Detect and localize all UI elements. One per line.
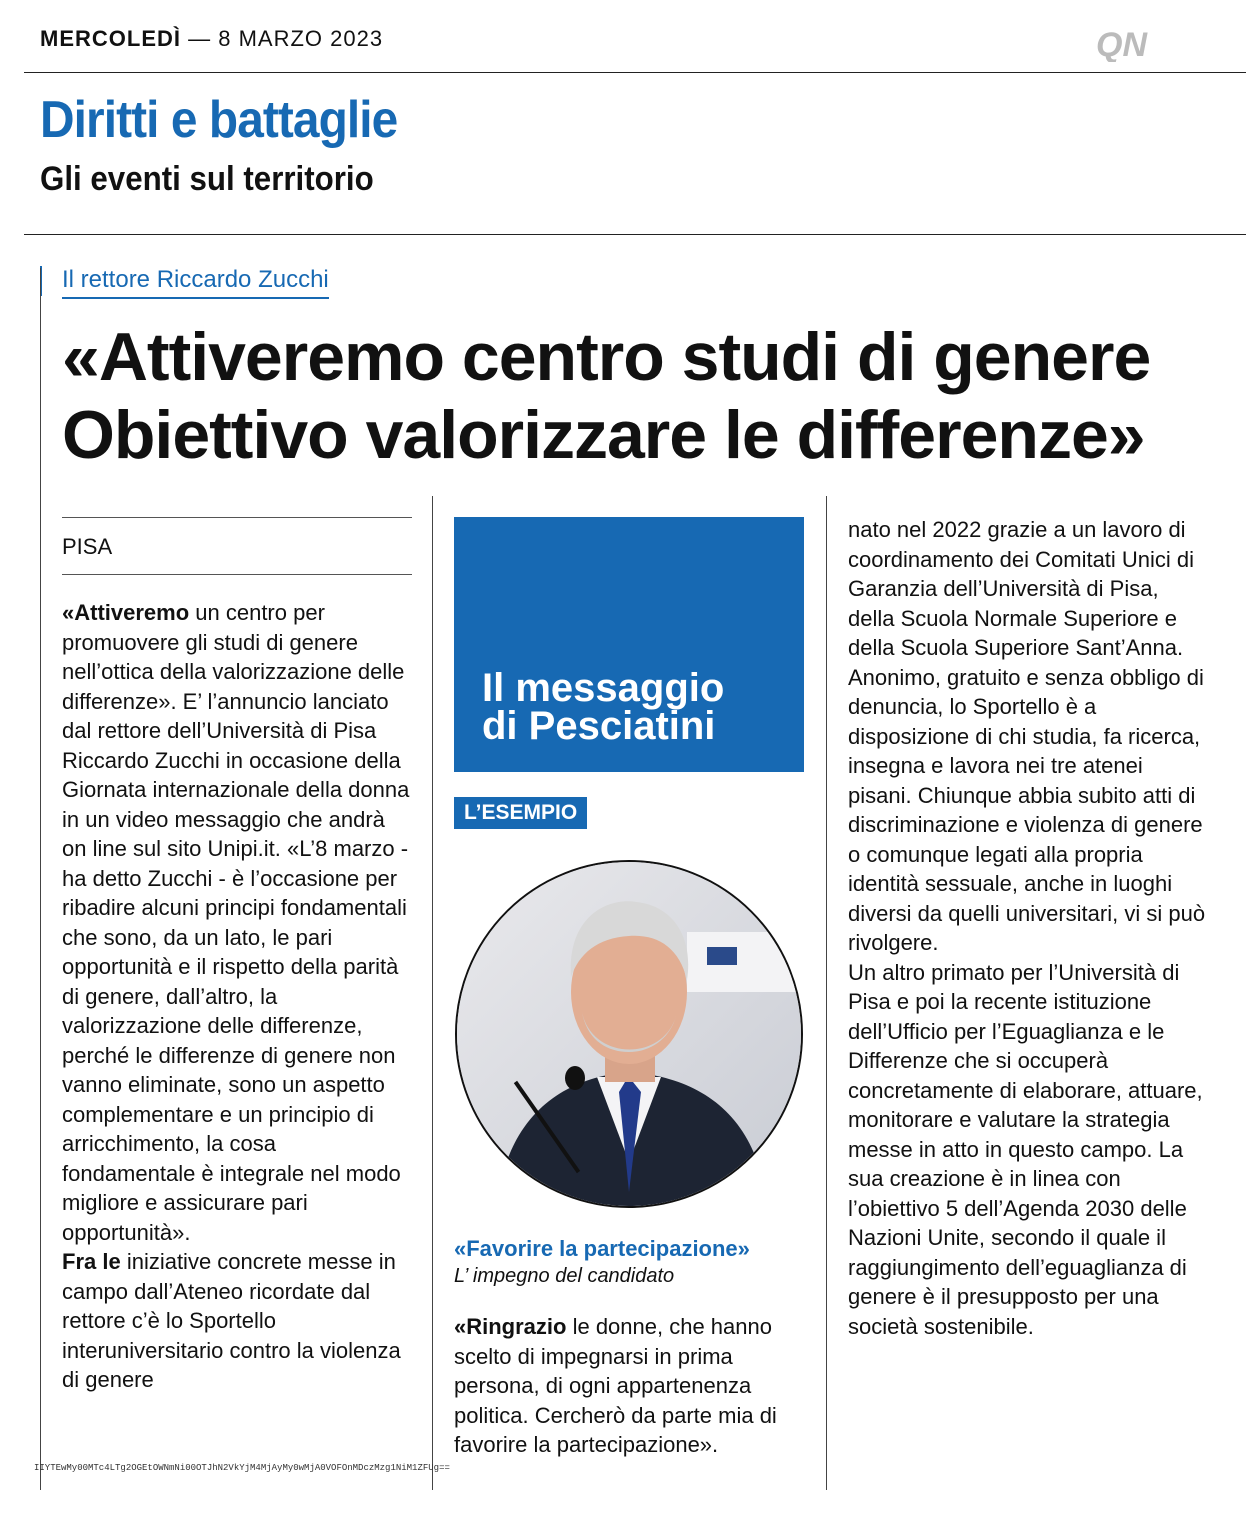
sidebar-title [482, 666, 725, 748]
column-divider-1 [432, 496, 433, 1490]
footer-code: IIYTEwMy00MTc4LTg2OGEtOWNmNi00OTJhN2VkYjM4MjAyMy0wMjA0VOFOnMDczMzg1NiM1ZFUg== [34, 1463, 450, 1473]
portrait-illustration [457, 862, 801, 1206]
sidebar-title-box [454, 517, 804, 772]
dateline-dash: — [188, 26, 212, 51]
headline-line-1: «Attiveremo centro studi di genere [62, 319, 1151, 395]
headline-line-2: Obiettivo valorizzare le differenze» [62, 397, 1145, 473]
place-rule-bottom [62, 574, 412, 575]
sidebar-text-bold: «Ringrazio [454, 1314, 567, 1339]
kicker [40, 266, 329, 296]
section-tag: L’ESEMPIO [454, 797, 587, 829]
lead-text: un centro per promuovere gli studi di genere nell’ottica della valorizzazione delle differenze». E’ l’annuncio lanciato dal rettore dell’Università di Pisa Riccardo Zucchi in occasione della Giornata internazionale della donna in un video messaggio che andrà on line sul sito Unipi.it. «L’8 marzo - ha detto Zucchi - è l’occasione per ribadire alcuni principi fondamentali che sono, da un lato, le pari opportunità e il rispetto della parità di genere, dall’altro, la valorizzazione delle differenze, perché le differenze di genere non vanno eliminate, sono un aspetto complementare e un principio di arricchimento, la cosa fondamentale è integrale nel modo migliore e assicurare pari opportunità». [62, 600, 410, 1245]
qn-logo [1096, 26, 1176, 62]
top-rule [24, 72, 1246, 73]
place-rule-top [62, 517, 412, 518]
quote-subtitle: L’ impegno del candidato [454, 1265, 675, 1287]
lead-bold: «Attiveremo [62, 600, 190, 625]
qn-logo-text: QN [1096, 26, 1147, 62]
sidebar-title-line-1: Il messaggio [482, 666, 725, 710]
column-3-paragraph-2: Un altro primato per l’Università di Pisa e poi la recente istituzione dell’Ufficio per l’Eguaglianza e le Differenze che si occuperà concretamente di elaborare, attuare, monitorare e valutare la strategia messe in atto in questo campo. La sua creazione è in linea con l’obiettivo 5 dell’Agenda 2030 delle Nazioni Unite, secondo il quale il raggiungimento dell’eguaglianza di genere è il presupposto per una società sostenibile. [848, 959, 1203, 1339]
sidebar-text-body: le donne, che hanno scelto di impegnarsi in prima persona, di ogni appartenenza politica. Cercherò da parte mia di favorire la partecipazione». [454, 1314, 777, 1457]
section-rule [24, 234, 1246, 235]
paragraph-2-bold: Fra le [62, 1249, 121, 1274]
place-label: PISA [62, 534, 113, 559]
headline [62, 318, 1150, 474]
quote-title: «Favorire la partecipazione» [454, 1236, 750, 1261]
section-subtitle: Gli eventi sul territorio [40, 160, 374, 198]
sidebar-title-line-2: di Pesciatini [482, 704, 716, 748]
left-border [40, 268, 41, 1490]
date-label: 8 MARZO 2023 [218, 26, 384, 51]
article-column-1 [62, 598, 414, 1395]
portrait-photo [455, 860, 803, 1208]
column-divider-2 [826, 496, 827, 1490]
article-column-3 [848, 515, 1208, 1341]
column-3-paragraph-1: nato nel 2022 grazie a un lavoro di coordinamento dei Comitati Unici di Garanzia dell’Università di Pisa, della Scuola Normale Superiore e della Scuola Superiore Sant’Anna. Anonimo, gratuito e senza obbligo di denuncia, lo Sportello è a disposizione di chi studia, fa ricerca, insegna e lavora nei tre atenei pisani. Chiunque abbia subito atti di discriminazione e violenza di genere o comunque legati alla propria identità sessuale, anche in luoghi diversi da quelli universitari, vi si può rivolgere. [848, 517, 1206, 955]
day-label: MERCOLEDÌ [40, 26, 181, 51]
sidebar-text [454, 1312, 804, 1460]
dateline [40, 26, 383, 52]
section-title: Diritti e battaglie [40, 91, 398, 149]
paragraph-2-text: iniziative concrete messe in campo dall’Ateneo ricordate dal rettore c’è lo Sportello interuniversitario contro la violenza di genere [62, 1249, 401, 1392]
kicker-text: Il rettore Riccardo Zucchi [62, 266, 329, 299]
